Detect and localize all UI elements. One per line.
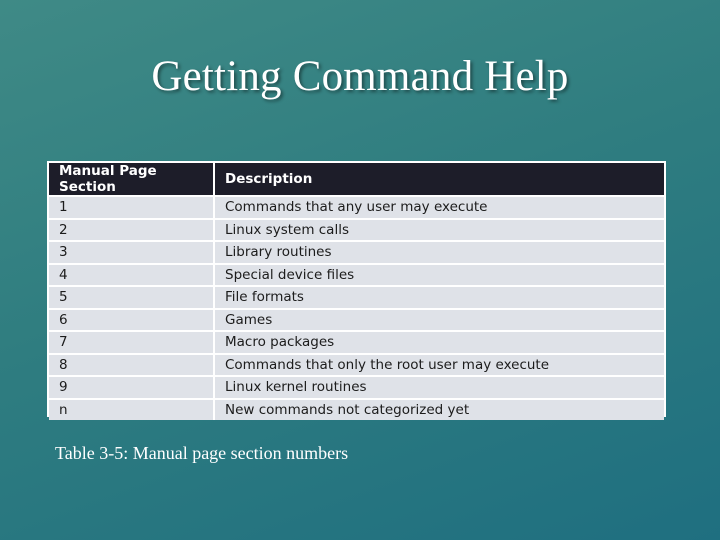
table-row — [49, 195, 664, 218]
section-cell: 1 — [49, 195, 215, 218]
section-cell: 3 — [49, 240, 215, 263]
table-row — [49, 398, 664, 421]
table-row — [49, 375, 664, 398]
section-cell: 6 — [49, 308, 215, 331]
description-cell: Linux system calls — [215, 218, 664, 241]
table-row — [49, 218, 664, 241]
header-section: Manual Page Section — [49, 163, 215, 195]
section-cell: 8 — [49, 353, 215, 376]
description-cell: New commands not categorized yet — [215, 398, 664, 421]
table-row — [49, 308, 664, 331]
slide-title: Getting Command Help — [151, 53, 569, 100]
description-cell: Special device files — [215, 263, 664, 286]
table-caption: Table 3-5: Manual page section numbers — [55, 443, 349, 463]
header-description: Description — [215, 163, 664, 195]
description-cell: Linux kernel routines — [215, 375, 664, 398]
description-cell: Macro packages — [215, 330, 664, 353]
section-cell: 5 — [49, 285, 215, 308]
section-cell: 7 — [49, 330, 215, 353]
manual-sections-table — [47, 161, 666, 417]
description-cell: Commands that only the root user may execute — [215, 353, 664, 376]
section-cell: n — [49, 398, 215, 421]
section-cell: 4 — [49, 263, 215, 286]
table-row — [49, 285, 664, 308]
description-cell: Commands that any user may execute — [215, 195, 664, 218]
table-row — [49, 330, 664, 353]
description-cell: Library routines — [215, 240, 664, 263]
table — [49, 163, 664, 420]
table-row — [49, 263, 664, 286]
section-cell: 2 — [49, 218, 215, 241]
description-cell: Games — [215, 308, 664, 331]
table-row — [49, 353, 664, 376]
section-cell: 9 — [49, 375, 215, 398]
description-cell: File formats — [215, 285, 664, 308]
table-header-row — [49, 163, 664, 195]
table-row — [49, 240, 664, 263]
